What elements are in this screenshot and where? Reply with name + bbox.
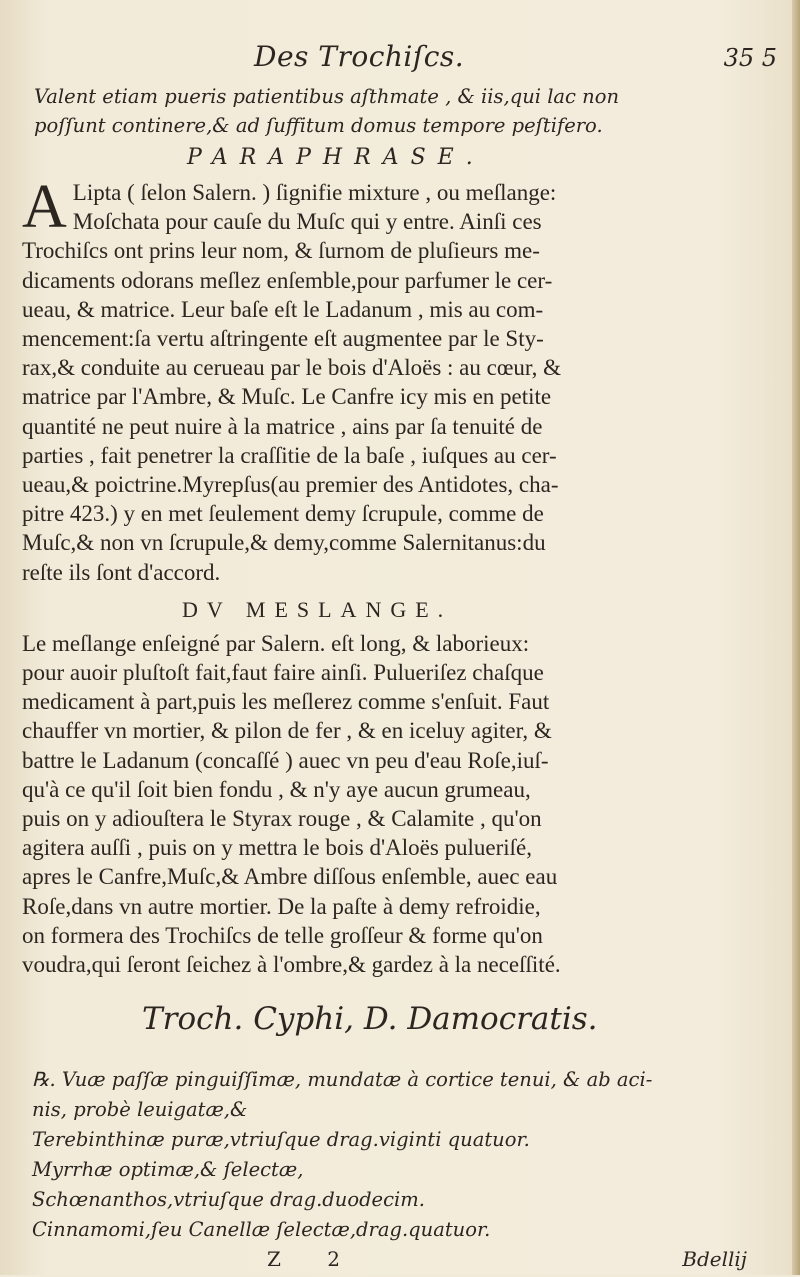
drop-cap: A bbox=[22, 173, 67, 241]
recipe-title: Troch. Cyphi, D. Damocratis. bbox=[142, 1001, 598, 1038]
mixture-text: Le meſlange enſeigné par Salern. eſt long, & laborieux: pour auoir pluſtoſt fait,faut faire ainſi. Pulueriſez chaſque medicament à part,puis les meſlerez comme s'enſuit. Faut chauffer vn mortier, & pilon de fer , & en iceluy agiter, & battre le Ladanum (concaſſé ) auec vn peu d'eau Roſe,iuſ- qu'à ce qu'il ſoit bien fondu , & n'y aye aucun grumeau, puis on y adiouſtera le Styrax rouge , & Calamite , qu'on agitera auſſi , puis on y mettra le bois d'Aloës pulueriſé, apres le Canfre,Muſc,& Ambre diſſous enſemble, auec eau Roſe,dans vn autre mortier. De la paſte à demy refroidie, on formera des Trochiſcs de telle groſſeur & forme qu'on voudra,qui ſeront ſeichez à l'ombre,& gardez à la neceſſité. bbox=[22, 630, 561, 978]
page-footer bbox=[22, 1247, 787, 1277]
running-title: Des Trochiſcs. bbox=[254, 40, 465, 73]
paraphrase-text bbox=[22, 173, 787, 587]
catchword: Bdellij bbox=[682, 1247, 747, 1272]
page-edge bbox=[792, 0, 800, 1275]
page-header bbox=[22, 40, 787, 82]
latin-intro: Valent etiam pueris patientibus aſthmate , & iis,qui lac non poſſunt continere,& ad ſuffitum domus tempore peſtifero. bbox=[34, 85, 620, 137]
paraphrase-body: Lipta ( ſelon Salern. ) ſignifie mixture , ou meſlange: Moſchata pour cauſe du Muſc qui y entre. Ainſi ces Trochiſcs ont prins leur nom, & ſurnom de pluſieurs me- dicaments odorans meſlez enſemble,pour parfumer le cer- ueau, & matrice. Leur baſe eſt le Ladanum , mis au com- mencement:ſa vertu aſtringente eſt augmentee par le Sty- rax,& conduite au cerueau par le bois d'Aloës : au cœur, & matrice par l'Ambre, & Muſc. Le Canfre icy mis en petite quantité ne peut nuire à la matrice , ains par ſa tenuité de parties , fait penetrer la craſſitie de la baſe , iuſques au cer- ueau,& poictrine.Myrepſus(au premier des Antidotes, cha- pitre 423.) y en met ſeulement demy ſcrupule, comme de Muſc,& non vn ſcrupule,& demy,comme Salernitanus:du reſte ils ſont d'accord. bbox=[22, 180, 562, 585]
signature-mark: Z 2 bbox=[267, 1247, 360, 1272]
page-number: 35 5 bbox=[723, 44, 777, 72]
paraphrase-heading: PARAPHRASE. bbox=[187, 145, 485, 170]
page-content bbox=[22, 40, 787, 1277]
mixture-heading: DV MESLANGE. bbox=[182, 596, 453, 622]
recipe-text: ℞. Vuæ paſſæ pinguiſſimæ, mundatæ à cortice tenui, & ab aci- nis, probè leuigatæ,& Terebinthinæ puræ,vtriuſque drag.viginti quatuor. Myrrhæ optimæ,& ſelectæ, Schœnanthos,vtriuſque drag.duodecim. Cinnamomi,ſeu Canellæ ſelectæ,drag.quatuor. bbox=[32, 1068, 653, 1242]
